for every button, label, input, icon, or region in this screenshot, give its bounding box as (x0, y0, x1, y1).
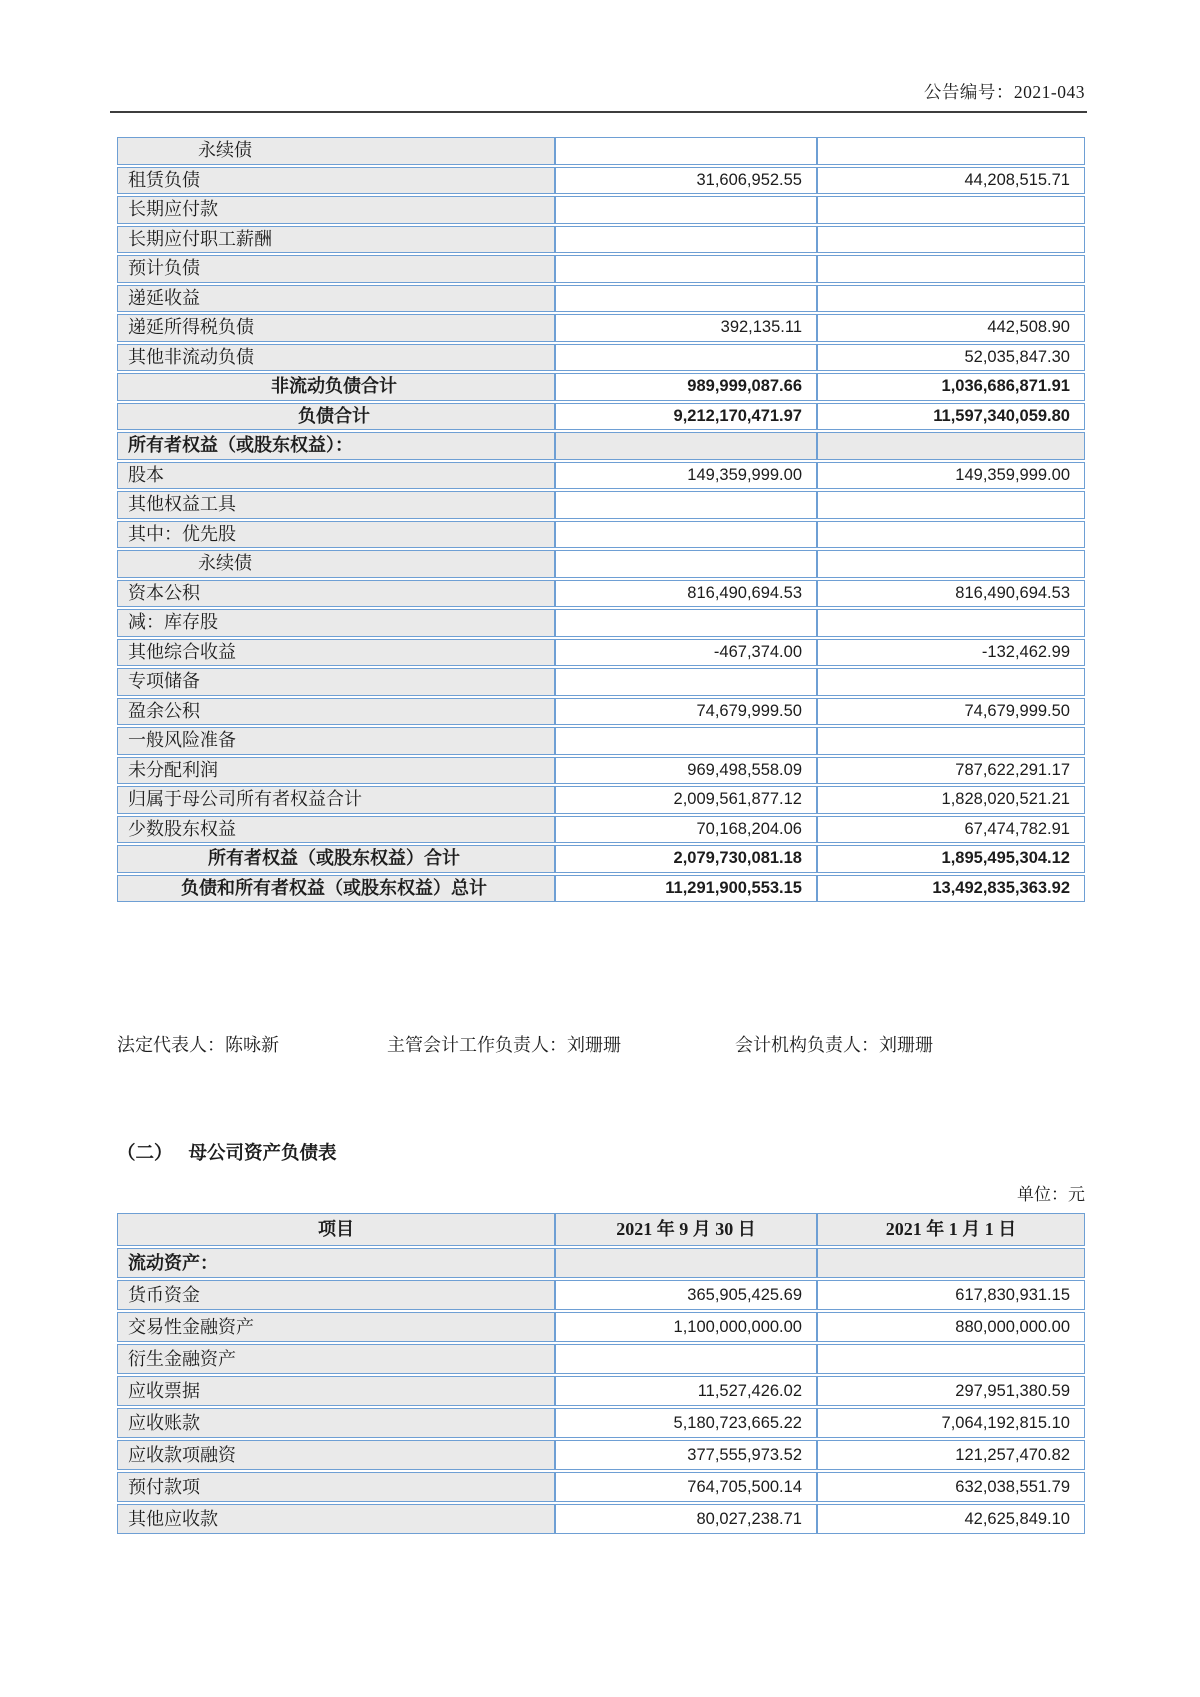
row-label-cell: 长期应付职工薪酬 (117, 226, 555, 254)
row-label-cell: 其他权益工具 (117, 491, 555, 519)
table-row (117, 786, 1085, 814)
value-cell: 816,490,694.53 (817, 580, 1085, 608)
value-cell (555, 196, 817, 224)
value-cell (817, 727, 1085, 755)
table-row (117, 727, 1085, 755)
section-title-text: 母公司资产负债表 (188, 1144, 337, 1164)
value-cell: 1,895,495,304.12 (817, 845, 1085, 873)
value-cell (817, 285, 1085, 313)
value-cell: 70,168,204.06 (555, 816, 817, 844)
table-row (117, 1472, 1085, 1502)
row-label-cell: 永续债 (117, 550, 555, 578)
value-cell: 764,705,500.14 (555, 1472, 817, 1502)
row-label-cell: 一般风险准备 (117, 727, 555, 755)
table-row (117, 609, 1085, 637)
value-cell: 442,508.90 (817, 314, 1085, 342)
table-row (117, 757, 1085, 785)
row-label-cell: 递延所得税负债 (117, 314, 555, 342)
row-label-cell: 所有者权益（或股东权益）： (117, 432, 555, 460)
notice-number: 公告编号：2021-043 (923, 82, 1085, 102)
row-label-cell: 股本 (117, 462, 555, 490)
value-cell: 2,009,561,877.12 (555, 786, 817, 814)
row-label-cell: 盈余公积 (117, 698, 555, 726)
value-cell (555, 344, 817, 372)
column-header: 项目 (117, 1213, 555, 1246)
value-cell (817, 137, 1085, 165)
row-label-cell: 递延收益 (117, 285, 555, 313)
header-rule (110, 111, 1087, 113)
value-cell: 42,625,849.10 (817, 1504, 1085, 1534)
row-label-cell: 应收款项融资 (117, 1440, 555, 1470)
value-cell (817, 491, 1085, 519)
value-cell (555, 432, 817, 460)
value-cell (555, 255, 817, 283)
value-cell: 5,180,723,665.22 (555, 1408, 817, 1438)
value-cell (817, 432, 1085, 460)
row-label-cell: 货币资金 (117, 1280, 555, 1310)
table-row (117, 432, 1085, 460)
value-cell (817, 226, 1085, 254)
value-cell: 11,291,900,553.15 (555, 875, 817, 903)
table-row (117, 1312, 1085, 1342)
value-cell (817, 521, 1085, 549)
table-row (117, 403, 1085, 431)
value-cell (555, 285, 817, 313)
value-cell: 297,951,380.59 (817, 1376, 1085, 1406)
value-cell: 787,622,291.17 (817, 757, 1085, 785)
table-row (117, 550, 1085, 578)
table-row (117, 344, 1085, 372)
table-row (117, 255, 1085, 283)
row-label-cell: 减：库存股 (117, 609, 555, 637)
table-row (117, 491, 1085, 519)
value-cell: 365,905,425.69 (555, 1280, 817, 1310)
table-row (117, 314, 1085, 342)
row-label-cell: 预计负债 (117, 255, 555, 283)
value-cell: 880,000,000.00 (817, 1312, 1085, 1342)
value-cell (817, 255, 1085, 283)
row-label-cell: 归属于母公司所有者权益合计 (117, 786, 555, 814)
signature-line (117, 1031, 1085, 1055)
value-cell (817, 609, 1085, 637)
value-cell: 44,208,515.71 (817, 167, 1085, 195)
row-label-cell: 流动资产： (117, 1248, 555, 1278)
value-cell (555, 668, 817, 696)
row-label-cell: 负债合计 (117, 403, 555, 431)
value-cell: -467,374.00 (555, 639, 817, 667)
value-cell: 74,679,999.50 (555, 698, 817, 726)
value-cell: 7,064,192,815.10 (817, 1408, 1085, 1438)
row-label-cell: 专项储备 (117, 668, 555, 696)
value-cell (555, 727, 817, 755)
table-row (117, 1248, 1085, 1278)
table-row (117, 226, 1085, 254)
value-cell: 969,498,558.09 (555, 757, 817, 785)
table-row (117, 373, 1085, 401)
row-label-cell: 其他非流动负债 (117, 344, 555, 372)
consolidated-balance-sheet-continued-table (117, 135, 1085, 904)
value-cell (555, 521, 817, 549)
accounting-department-head: 会计机构负责人：刘珊珊 (735, 1035, 933, 1055)
table-row (117, 580, 1085, 608)
row-label-cell: 未分配利润 (117, 757, 555, 785)
row-label-cell: 资本公积 (117, 580, 555, 608)
value-cell: 392,135.11 (555, 314, 817, 342)
value-cell (555, 491, 817, 519)
row-label-cell: 交易性金融资产 (117, 1312, 555, 1342)
table-row (117, 816, 1085, 844)
value-cell: 80,027,238.71 (555, 1504, 817, 1534)
table-row (117, 196, 1085, 224)
section-index: （二） (117, 1144, 173, 1164)
value-cell: 816,490,694.53 (555, 580, 817, 608)
row-label-cell: 租赁负债 (117, 167, 555, 195)
value-cell: 11,597,340,059.80 (817, 403, 1085, 431)
column-header: 2021 年 1 月 1 日 (817, 1213, 1085, 1246)
row-label-cell: 永续债 (117, 137, 555, 165)
value-cell (555, 137, 817, 165)
value-cell (817, 668, 1085, 696)
value-cell: 1,100,000,000.00 (555, 1312, 817, 1342)
value-cell: 2,079,730,081.18 (555, 845, 817, 873)
value-cell: 989,999,087.66 (555, 373, 817, 401)
table-row (117, 875, 1085, 903)
row-label-cell: 其中：优先股 (117, 521, 555, 549)
value-cell: 31,606,952.55 (555, 167, 817, 195)
table-row (117, 137, 1085, 165)
value-cell (817, 550, 1085, 578)
value-cell: 13,492,835,363.92 (817, 875, 1085, 903)
table-row (117, 1344, 1085, 1374)
table-row (117, 1376, 1085, 1406)
row-label-cell: 衍生金融资产 (117, 1344, 555, 1374)
row-label-cell: 负债和所有者权益（或股东权益）总计 (117, 875, 555, 903)
table-row (117, 698, 1085, 726)
value-cell: -132,462.99 (817, 639, 1085, 667)
table-row (117, 521, 1085, 549)
column-header: 2021 年 9 月 30 日 (555, 1213, 817, 1246)
value-cell (817, 1248, 1085, 1278)
row-label-cell: 应收账款 (117, 1408, 555, 1438)
unit-label: 单位：元 (1017, 1185, 1085, 1204)
value-cell: 52,035,847.30 (817, 344, 1085, 372)
table-row (117, 1280, 1085, 1310)
table-row (117, 668, 1085, 696)
value-cell (555, 550, 817, 578)
chief-accounting-officer: 主管会计工作负责人：刘珊珊 (387, 1035, 621, 1055)
legal-representative: 法定代表人：陈咏新 (117, 1035, 279, 1055)
table-row (117, 1408, 1085, 1438)
value-cell (555, 1248, 817, 1278)
row-label-cell: 所有者权益（或股东权益）合计 (117, 845, 555, 873)
value-cell: 121,257,470.82 (817, 1440, 1085, 1470)
value-cell: 74,679,999.50 (817, 698, 1085, 726)
row-label-cell: 其他应收款 (117, 1504, 555, 1534)
table-header-row (117, 1213, 1085, 1246)
table-row (117, 639, 1085, 667)
value-cell: 1,828,020,521.21 (817, 786, 1085, 814)
value-cell (555, 226, 817, 254)
table-row (117, 1440, 1085, 1470)
value-cell (555, 609, 817, 637)
row-label-cell: 预付款项 (117, 1472, 555, 1502)
row-label-cell: 长期应付款 (117, 196, 555, 224)
value-cell (817, 1344, 1085, 1374)
value-cell: 9,212,170,471.97 (555, 403, 817, 431)
value-cell: 149,359,999.00 (817, 462, 1085, 490)
table-row (117, 167, 1085, 195)
value-cell: 377,555,973.52 (555, 1440, 817, 1470)
table-row (117, 285, 1085, 313)
parent-company-balance-sheet-table (117, 1211, 1085, 1536)
row-label-cell: 应收票据 (117, 1376, 555, 1406)
value-cell: 632,038,551.79 (817, 1472, 1085, 1502)
table-row (117, 462, 1085, 490)
value-cell: 617,830,931.15 (817, 1280, 1085, 1310)
value-cell (817, 196, 1085, 224)
table-row (117, 845, 1085, 873)
row-label-cell: 非流动负债合计 (117, 373, 555, 401)
value-cell (555, 1344, 817, 1374)
table-row (117, 1504, 1085, 1534)
section-heading (117, 1139, 337, 1165)
row-label-cell: 少数股东权益 (117, 816, 555, 844)
value-cell: 67,474,782.91 (817, 816, 1085, 844)
value-cell: 1,036,686,871.91 (817, 373, 1085, 401)
row-label-cell: 其他综合收益 (117, 639, 555, 667)
value-cell: 149,359,999.00 (555, 462, 817, 490)
value-cell: 11,527,426.02 (555, 1376, 817, 1406)
